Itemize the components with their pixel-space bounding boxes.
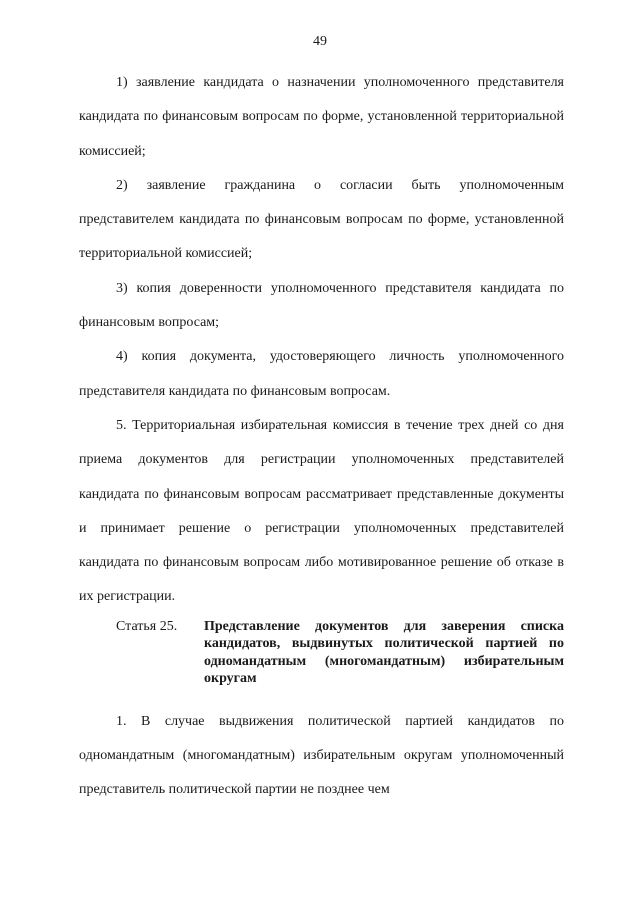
paragraph-item-3: 3) копия доверенности уполномоченного представителя кандидата по финансовым вопросам; (79, 280, 564, 331)
paragraph-item-2: 2) заявление гражданина о согласии быть уполномоченным представителем кандидата по финансовым вопросам по форме, установленной территориальной комиссией; (79, 177, 564, 262)
page-number: 49 (313, 34, 327, 49)
paragraph-item-1: 1) заявление кандидата о назначении уполномоченного представителя кандидата по финансовым вопросам по форме, установленной территориальной комиссией; (79, 75, 564, 159)
article-title: Представление документов для заверения списка кандидатов, выдвинутых политической партией по одномандатным (многомандатным) избирательным округам (204, 618, 564, 687)
article-heading (79, 618, 564, 688)
article-label: Статья 25. (116, 618, 178, 634)
paragraph-item-4: 4) копия документа, удостоверяющего личность уполномоченного представителя кандидата по финансовым вопросам. (79, 349, 564, 399)
paragraph-point-1: 1. В случае выдвижения политической партией кандидатов по одномандатным (многомандатным) избирательным округам уполномоченный представитель политической партии не позднее чем (79, 713, 564, 798)
document-body (79, 66, 564, 808)
paragraph-point-5: 5. Территориальная избирательная комиссия в течение трех дней со дня приема документов для регистрации уполномоченных представителей кандидата по финансовым вопросам рассматривает представленные документы и принимает решение о регистрации уполномоченных представителей кандидата по финансовым вопросам либо мотивированное решение об отказе в их регистрации. (79, 417, 564, 605)
